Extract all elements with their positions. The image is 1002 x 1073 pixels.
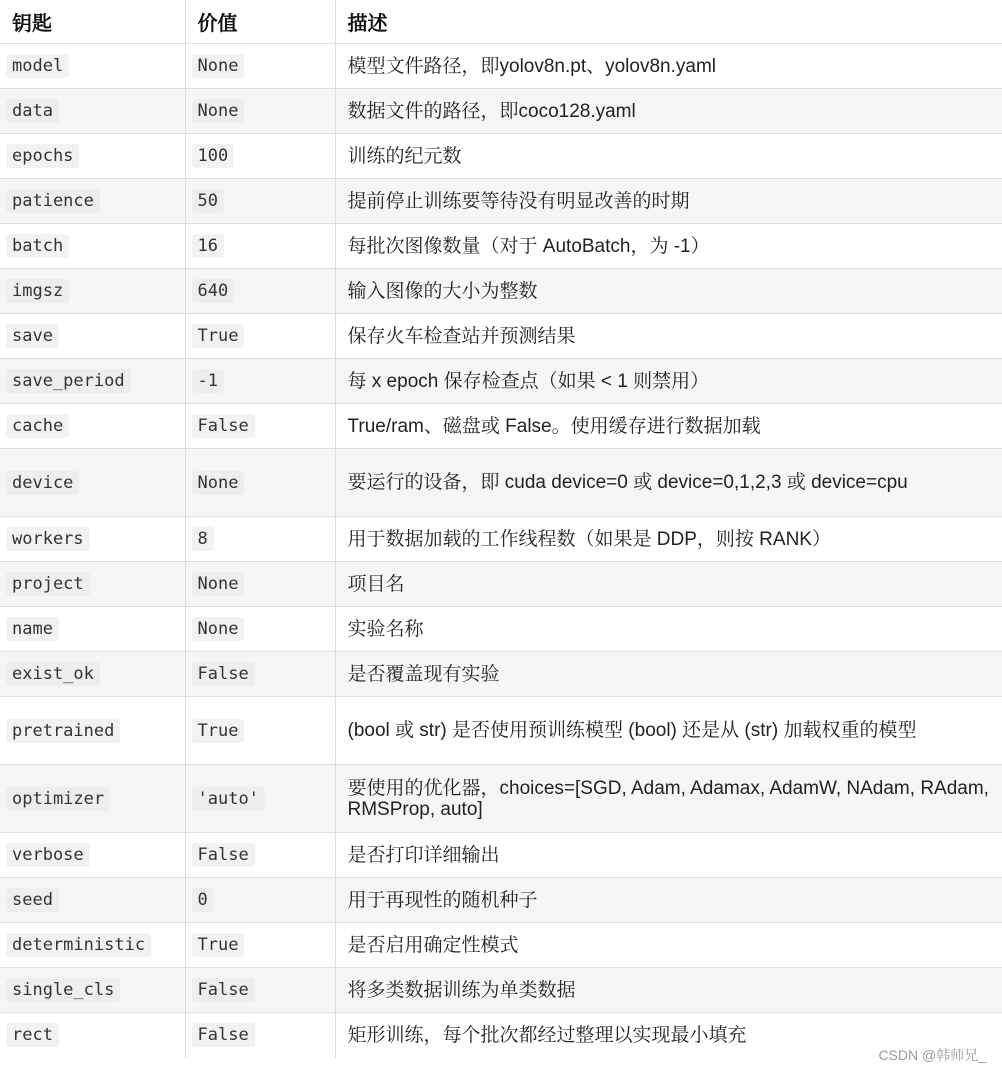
row-description: 用于再现性的随机种子 bbox=[335, 878, 1002, 923]
row-key: epochs bbox=[6, 144, 79, 168]
row-value: 50 bbox=[192, 189, 224, 213]
row-value: None bbox=[192, 54, 245, 78]
row-description: 要使用的优化器，choices=[SGD, Adam, Adamax, AdamW, NAdam, RAdam, RMSProp, auto] bbox=[335, 765, 1002, 833]
table-row bbox=[0, 652, 1002, 697]
row-key: optimizer bbox=[6, 787, 110, 811]
row-key: imgsz bbox=[6, 279, 69, 303]
row-description: 要运行的设备，即 cuda device=0 或 device=0,1,2,3 或 device=cpu bbox=[335, 449, 1002, 517]
table-row bbox=[0, 878, 1002, 923]
table-header-row bbox=[0, 0, 1002, 44]
row-value: 'auto' bbox=[192, 787, 265, 811]
header-value: 价值 bbox=[185, 0, 335, 44]
table-row bbox=[0, 359, 1002, 404]
row-key: seed bbox=[6, 888, 59, 912]
row-key: single_cls bbox=[6, 978, 120, 1002]
row-value: None bbox=[192, 617, 245, 641]
row-value: False bbox=[192, 978, 255, 1002]
row-key: batch bbox=[6, 234, 69, 258]
row-value: None bbox=[192, 471, 245, 495]
table-row bbox=[0, 562, 1002, 607]
row-value: False bbox=[192, 843, 255, 867]
row-key: deterministic bbox=[6, 933, 151, 957]
row-key: save bbox=[6, 324, 59, 348]
row-key: patience bbox=[6, 189, 100, 213]
row-key: verbose bbox=[6, 843, 90, 867]
table-row bbox=[0, 449, 1002, 517]
row-value: 16 bbox=[192, 234, 224, 258]
row-description: 训练的纪元数 bbox=[335, 134, 1002, 179]
row-description: 实验名称 bbox=[335, 607, 1002, 652]
table-row bbox=[0, 968, 1002, 1013]
watermark: CSDN @韩师兄_ bbox=[878, 1047, 986, 1063]
table-row bbox=[0, 517, 1002, 562]
row-key: pretrained bbox=[6, 719, 120, 743]
row-description: (bool 或 str) 是否使用预训练模型 (bool) 还是从 (str) 加载权重的模型 bbox=[335, 697, 1002, 765]
row-description: 输入图像的大小为整数 bbox=[335, 269, 1002, 314]
row-description: 数据文件的路径，即coco128.yaml bbox=[335, 89, 1002, 134]
row-description: 是否启用确定性模式 bbox=[335, 923, 1002, 968]
table-row bbox=[0, 224, 1002, 269]
table-row bbox=[0, 89, 1002, 134]
row-key: device bbox=[6, 471, 79, 495]
row-value: False bbox=[192, 662, 255, 686]
table-row bbox=[0, 607, 1002, 652]
table-row bbox=[0, 697, 1002, 765]
row-value: 8 bbox=[192, 527, 214, 551]
table-row bbox=[0, 134, 1002, 179]
table-row bbox=[0, 269, 1002, 314]
table-row bbox=[0, 179, 1002, 224]
row-value: False bbox=[192, 414, 255, 438]
row-description: 是否覆盖现有实验 bbox=[335, 652, 1002, 697]
table-row bbox=[0, 923, 1002, 968]
row-key: workers bbox=[6, 527, 90, 551]
header-description: 描述 bbox=[335, 0, 1002, 44]
table-row bbox=[0, 765, 1002, 833]
row-description: 用于数据加载的工作线程数（如果是 DDP，则按 RANK） bbox=[335, 517, 1002, 562]
row-key: data bbox=[6, 99, 59, 123]
row-description: 保存火车检查站并预测结果 bbox=[335, 314, 1002, 359]
table-row bbox=[0, 833, 1002, 878]
table-row bbox=[0, 1013, 1002, 1058]
header-key: 钥匙 bbox=[0, 0, 185, 44]
row-value: 0 bbox=[192, 888, 214, 912]
row-description: 每 x epoch 保存检查点（如果 < 1 则禁用） bbox=[335, 359, 1002, 404]
row-value: None bbox=[192, 572, 245, 596]
table-row bbox=[0, 404, 1002, 449]
row-key: name bbox=[6, 617, 59, 641]
row-key: exist_ok bbox=[6, 662, 100, 686]
row-value: None bbox=[192, 99, 245, 123]
row-value: False bbox=[192, 1023, 255, 1047]
row-value: 640 bbox=[192, 279, 235, 303]
row-description: 每批次图像数量（对于 AutoBatch，为 -1） bbox=[335, 224, 1002, 269]
row-key: project bbox=[6, 572, 90, 596]
row-description: 是否打印详细输出 bbox=[335, 833, 1002, 878]
row-value: -1 bbox=[192, 369, 224, 393]
row-description: 提前停止训练要等待没有明显改善的时期 bbox=[335, 179, 1002, 224]
row-description: 将多类数据训练为单类数据 bbox=[335, 968, 1002, 1013]
row-value: True bbox=[192, 933, 245, 957]
row-description: True/ram、磁盘或 False。使用缓存进行数据加载 bbox=[335, 404, 1002, 449]
row-key: rect bbox=[6, 1023, 59, 1047]
row-value: 100 bbox=[192, 144, 235, 168]
table-row bbox=[0, 44, 1002, 89]
row-value: True bbox=[192, 324, 245, 348]
row-description: 项目名 bbox=[335, 562, 1002, 607]
row-value: True bbox=[192, 719, 245, 743]
table-row bbox=[0, 314, 1002, 359]
row-description: 模型文件路径，即yolov8n.pt、yolov8n.yaml bbox=[335, 44, 1002, 89]
row-key: cache bbox=[6, 414, 69, 438]
row-description: 矩形训练，每个批次都经过整理以实现最小填充 bbox=[335, 1013, 1002, 1058]
row-key: model bbox=[6, 54, 69, 78]
row-key: save_period bbox=[6, 369, 131, 393]
